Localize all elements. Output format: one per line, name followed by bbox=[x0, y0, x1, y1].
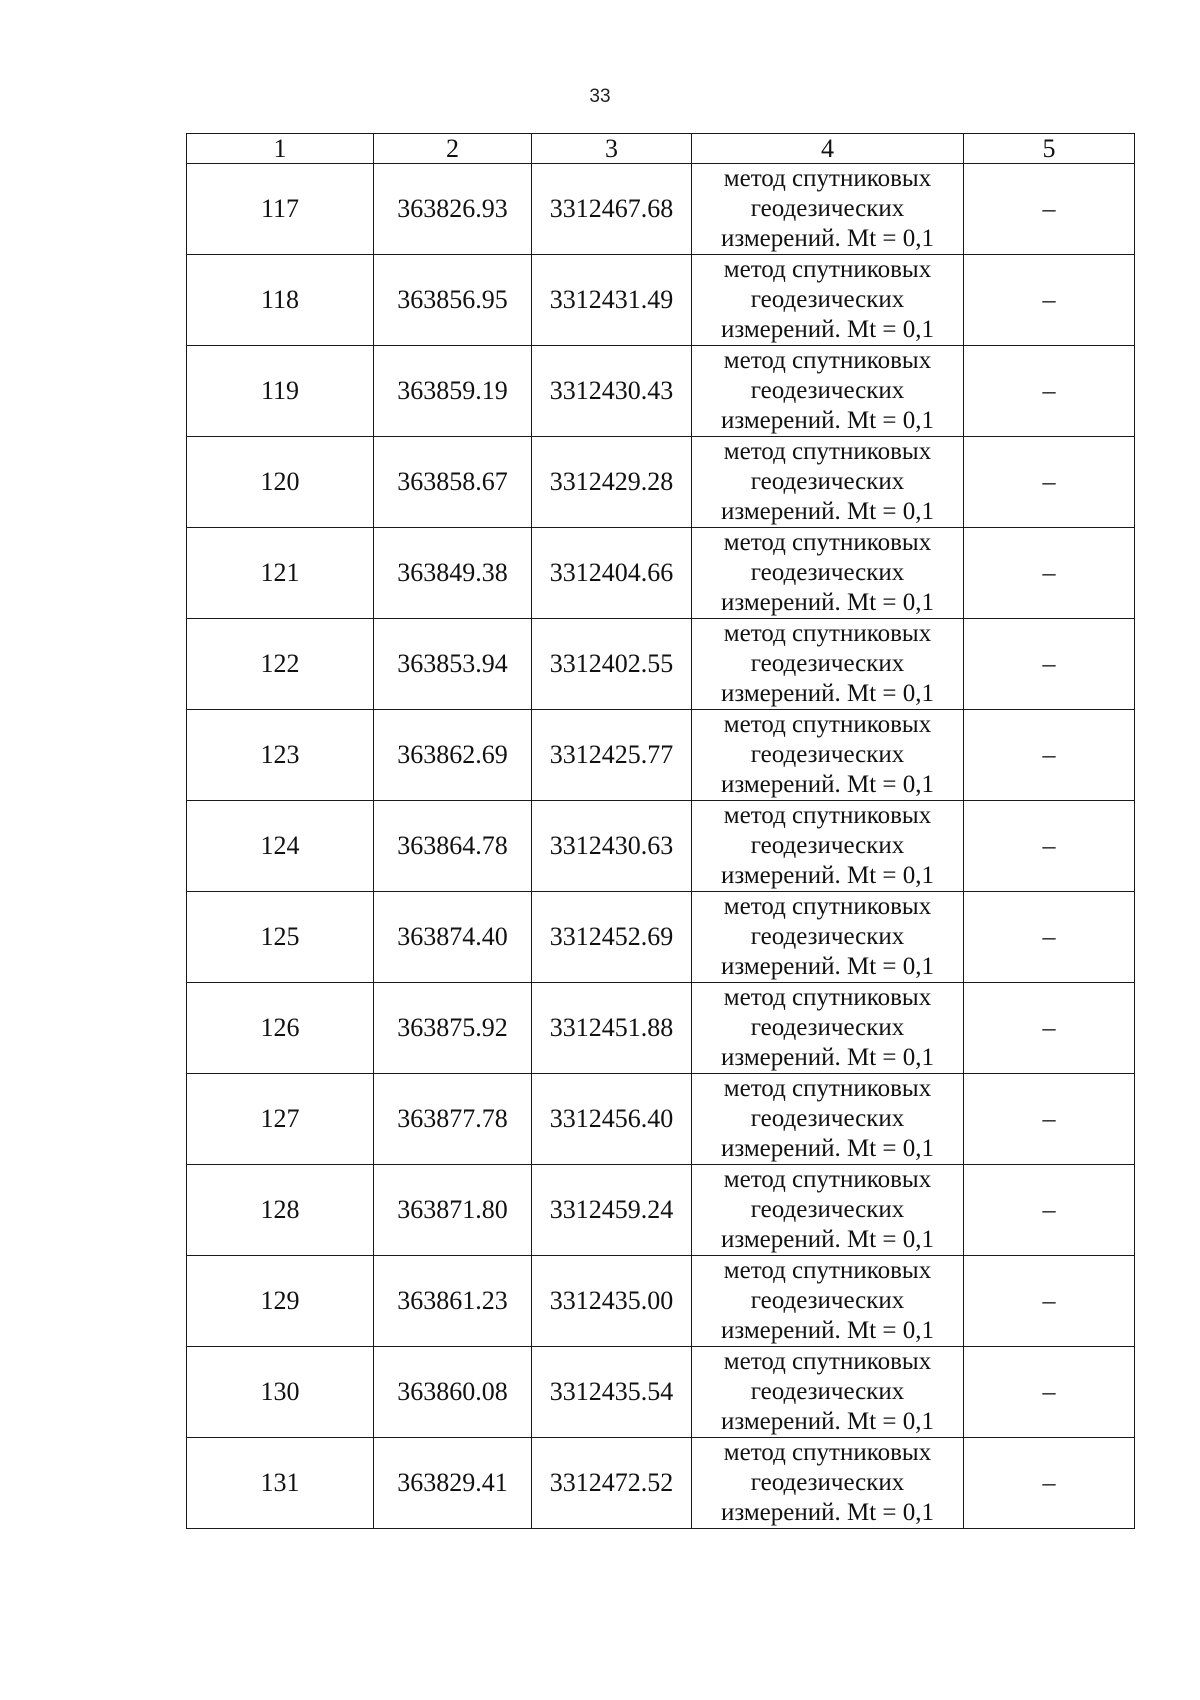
method-line: метод спутниковых bbox=[723, 256, 932, 283]
method-line: метод спутниковых bbox=[723, 802, 932, 829]
x-coordinate-cell: 363849.38 bbox=[374, 528, 532, 619]
method-line: метод спутниковых bbox=[723, 1439, 932, 1466]
method-line: измерений. Mt = 0,1 bbox=[720, 862, 935, 889]
table-row bbox=[187, 437, 1135, 528]
y-coordinate-cell: 3312425.77 bbox=[532, 710, 692, 801]
method-line: измерений. Mt = 0,1 bbox=[720, 1226, 935, 1253]
method-cell bbox=[692, 1438, 964, 1529]
method-cell bbox=[692, 619, 964, 710]
note-cell: – bbox=[964, 1074, 1135, 1165]
note-cell: – bbox=[964, 983, 1135, 1074]
header-col-4: 4 bbox=[692, 134, 964, 164]
note-cell: – bbox=[964, 1347, 1135, 1438]
table-row bbox=[187, 1074, 1135, 1165]
method-line: геодезических bbox=[750, 195, 905, 222]
table-row bbox=[187, 710, 1135, 801]
table-row bbox=[187, 1347, 1135, 1438]
table-row bbox=[187, 1256, 1135, 1347]
table-row bbox=[187, 892, 1135, 983]
note-cell: – bbox=[964, 437, 1135, 528]
method-line: метод спутниковых bbox=[723, 1166, 932, 1193]
method-cell bbox=[692, 710, 964, 801]
method-cell bbox=[692, 1347, 964, 1438]
method-line: метод спутниковых bbox=[723, 529, 932, 556]
y-coordinate-cell: 3312456.40 bbox=[532, 1074, 692, 1165]
header-col-5: 5 bbox=[964, 134, 1135, 164]
method-line: геодезических bbox=[750, 832, 905, 859]
method-line: измерений. Mt = 0,1 bbox=[720, 498, 935, 525]
point-number-cell: 126 bbox=[187, 983, 374, 1074]
method-cell bbox=[692, 528, 964, 619]
x-coordinate-cell: 363826.93 bbox=[374, 164, 532, 255]
y-coordinate-cell: 3312430.63 bbox=[532, 801, 692, 892]
method-cell bbox=[692, 1074, 964, 1165]
method-line: метод спутниковых bbox=[723, 1257, 932, 1284]
method-line: измерений. Mt = 0,1 bbox=[720, 1317, 935, 1344]
x-coordinate-cell: 363858.67 bbox=[374, 437, 532, 528]
point-number-cell: 121 bbox=[187, 528, 374, 619]
method-line: измерений. Mt = 0,1 bbox=[720, 589, 935, 616]
note-cell: – bbox=[964, 1256, 1135, 1347]
x-coordinate-cell: 363861.23 bbox=[374, 1256, 532, 1347]
method-line: метод спутниковых bbox=[723, 165, 932, 192]
method-line: геодезических bbox=[750, 1196, 905, 1223]
method-line: измерений. Mt = 0,1 bbox=[720, 680, 935, 707]
method-line: геодезических bbox=[750, 650, 905, 677]
method-line: метод спутниковых bbox=[723, 711, 932, 738]
table-row bbox=[187, 1165, 1135, 1256]
method-line: измерений. Mt = 0,1 bbox=[720, 316, 935, 343]
table-row bbox=[187, 619, 1135, 710]
y-coordinate-cell: 3312452.69 bbox=[532, 892, 692, 983]
method-cell bbox=[692, 1165, 964, 1256]
point-number-cell: 128 bbox=[187, 1165, 374, 1256]
point-number-cell: 123 bbox=[187, 710, 374, 801]
x-coordinate-cell: 363860.08 bbox=[374, 1347, 532, 1438]
y-coordinate-cell: 3312467.68 bbox=[532, 164, 692, 255]
method-line: геодезических bbox=[750, 377, 905, 404]
header-col-2: 2 bbox=[374, 134, 532, 164]
point-number-cell: 122 bbox=[187, 619, 374, 710]
point-number-cell: 125 bbox=[187, 892, 374, 983]
method-line: метод спутниковых bbox=[723, 1075, 932, 1102]
note-cell: – bbox=[964, 346, 1135, 437]
method-line: измерений. Mt = 0,1 bbox=[720, 1408, 935, 1435]
note-cell: – bbox=[964, 801, 1135, 892]
point-number-cell: 120 bbox=[187, 437, 374, 528]
x-coordinate-cell: 363871.80 bbox=[374, 1165, 532, 1256]
x-coordinate-cell: 363864.78 bbox=[374, 801, 532, 892]
header-col-1: 1 bbox=[187, 134, 374, 164]
note-cell: – bbox=[964, 1165, 1135, 1256]
table-row bbox=[187, 346, 1135, 437]
y-coordinate-cell: 3312435.54 bbox=[532, 1347, 692, 1438]
x-coordinate-cell: 363875.92 bbox=[374, 983, 532, 1074]
x-coordinate-cell: 363856.95 bbox=[374, 255, 532, 346]
y-coordinate-cell: 3312429.28 bbox=[532, 437, 692, 528]
y-coordinate-cell: 3312431.49 bbox=[532, 255, 692, 346]
method-line: метод спутниковых bbox=[723, 438, 932, 465]
note-cell: – bbox=[964, 619, 1135, 710]
x-coordinate-cell: 363862.69 bbox=[374, 710, 532, 801]
y-coordinate-cell: 3312402.55 bbox=[532, 619, 692, 710]
table-row bbox=[187, 801, 1135, 892]
method-line: геодезических bbox=[750, 923, 905, 950]
note-cell: – bbox=[964, 528, 1135, 619]
coordinates-table bbox=[186, 133, 1135, 1529]
method-line: геодезических bbox=[750, 1105, 905, 1132]
header-row bbox=[187, 134, 1135, 164]
note-cell: – bbox=[964, 255, 1135, 346]
point-number-cell: 124 bbox=[187, 801, 374, 892]
method-line: геодезических bbox=[750, 1014, 905, 1041]
method-line: метод спутниковых bbox=[723, 620, 932, 647]
y-coordinate-cell: 3312459.24 bbox=[532, 1165, 692, 1256]
method-line: метод спутниковых bbox=[723, 1348, 932, 1375]
x-coordinate-cell: 363829.41 bbox=[374, 1438, 532, 1529]
method-line: метод спутниковых bbox=[723, 347, 932, 374]
method-line: геодезических bbox=[750, 1287, 905, 1314]
table-body bbox=[187, 164, 1135, 1529]
method-line: геодезических bbox=[750, 1469, 905, 1496]
method-line: геодезических bbox=[750, 286, 905, 313]
y-coordinate-cell: 3312430.43 bbox=[532, 346, 692, 437]
method-line: геодезических bbox=[750, 559, 905, 586]
x-coordinate-cell: 363874.40 bbox=[374, 892, 532, 983]
table-row bbox=[187, 164, 1135, 255]
y-coordinate-cell: 3312404.66 bbox=[532, 528, 692, 619]
method-line: измерений. Mt = 0,1 bbox=[720, 407, 935, 434]
method-line: геодезических bbox=[750, 741, 905, 768]
table-row bbox=[187, 1438, 1135, 1529]
header-col-3: 3 bbox=[532, 134, 692, 164]
point-number-cell: 131 bbox=[187, 1438, 374, 1529]
note-cell: – bbox=[964, 164, 1135, 255]
method-line: измерений. Mt = 0,1 bbox=[720, 1044, 935, 1071]
method-line: геодезических bbox=[750, 1378, 905, 1405]
method-line: измерений. Mt = 0,1 bbox=[720, 953, 935, 980]
method-line: измерений. Mt = 0,1 bbox=[720, 1135, 935, 1162]
method-line: метод спутниковых bbox=[723, 893, 932, 920]
point-number-cell: 129 bbox=[187, 1256, 374, 1347]
point-number-cell: 118 bbox=[187, 255, 374, 346]
y-coordinate-cell: 3312435.00 bbox=[532, 1256, 692, 1347]
table-header bbox=[187, 134, 1135, 164]
point-number-cell: 117 bbox=[187, 164, 374, 255]
table-row bbox=[187, 528, 1135, 619]
note-cell: – bbox=[964, 1438, 1135, 1529]
method-cell bbox=[692, 437, 964, 528]
point-number-cell: 127 bbox=[187, 1074, 374, 1165]
point-number-cell: 119 bbox=[187, 346, 374, 437]
method-line: измерений. Mt = 0,1 bbox=[720, 1499, 935, 1526]
point-number-cell: 130 bbox=[187, 1347, 374, 1438]
x-coordinate-cell: 363853.94 bbox=[374, 619, 532, 710]
method-cell bbox=[692, 1256, 964, 1347]
method-cell bbox=[692, 255, 964, 346]
y-coordinate-cell: 3312472.52 bbox=[532, 1438, 692, 1529]
table-row bbox=[187, 255, 1135, 346]
table-row bbox=[187, 983, 1135, 1074]
note-cell: – bbox=[964, 892, 1135, 983]
method-cell bbox=[692, 346, 964, 437]
method-cell bbox=[692, 892, 964, 983]
method-cell bbox=[692, 801, 964, 892]
method-cell bbox=[692, 164, 964, 255]
x-coordinate-cell: 363859.19 bbox=[374, 346, 532, 437]
method-line: измерений. Mt = 0,1 bbox=[720, 771, 935, 798]
method-line: геодезических bbox=[750, 468, 905, 495]
method-line: измерений. Mt = 0,1 bbox=[720, 225, 935, 252]
page-number: 33 bbox=[589, 86, 611, 107]
method-line: метод спутниковых bbox=[723, 984, 932, 1011]
note-cell: – bbox=[964, 710, 1135, 801]
x-coordinate-cell: 363877.78 bbox=[374, 1074, 532, 1165]
y-coordinate-cell: 3312451.88 bbox=[532, 983, 692, 1074]
method-cell bbox=[692, 983, 964, 1074]
